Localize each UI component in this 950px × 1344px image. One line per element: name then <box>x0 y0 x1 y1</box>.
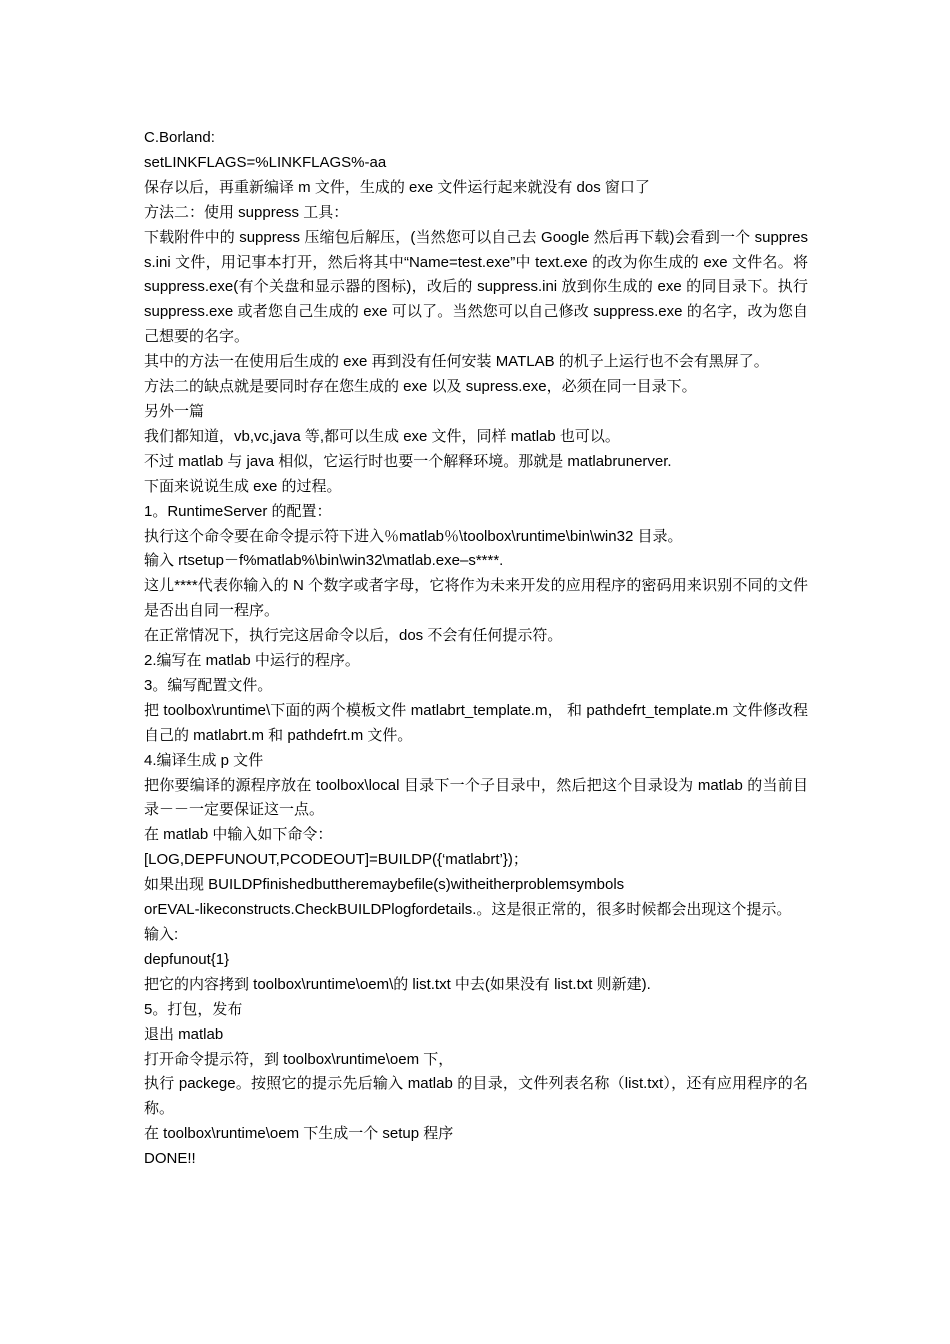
paragraph-done: DONE!! <box>144 1150 196 1168</box>
paragraph-compiler-label: C.Borland: <box>144 129 215 146</box>
paragraph-step-four-source-dir: 把你要编译的源程序放在 toolbox\local 目录下一个子目录中，然后把这个目录设为 matlab 的当前目录－－一定要保证这一点。 <box>144 776 808 819</box>
paragraph-intro: 我们都知道，vb,vc,java 等,都可以生成 exe 文件，同样 matlab 也可以。 <box>144 427 620 445</box>
paragraph-step-five-packege: 执行 packege。按照它的提示先后输入 matlab 的目录，文件列表名称（list.txt），还有应用程序的名称。 <box>144 1075 808 1118</box>
paragraph-method-one-note: 其中的方法一在使用后生成的 exe 再到没有任何安装 MATLAB 的机子上运行也不会有黑屏了。 <box>144 353 769 371</box>
paragraph-step-five-open-prompt: 打开命令提示符，到 toolbox\runtime\oem 下， <box>144 1050 454 1068</box>
paragraph-step-four-depfunout: depfunout{1} <box>144 950 230 968</box>
paragraph-step-one-directory: 执行这个命令要在命令提示符下进入％matlab％\toolbox\runtime\bin\win32 目录。 <box>144 527 683 545</box>
paragraph-step-one-result: 在正常情况下，执行完这居命令以后，dos 不会有任何提示符。 <box>144 627 563 645</box>
paragraph-method-two-heading: 方法二：使用 suppress 工具： <box>144 203 349 221</box>
paragraph-method-two-drawback: 方法二的缺点就是要同时存在您生成的 exe 以及 supress.exe，必须在同一目录下。 <box>144 378 697 396</box>
paragraph-linkflags: setLINKFLAGS=%LINKFLAGS%-aa <box>144 153 387 171</box>
paragraph-step-five-exit: 退出 matlab <box>144 1025 224 1043</box>
paragraph-recompile-note: 保存以后，再重新编译 m 文件，生成的 exe 文件运行起来就没有 dos 窗口了 <box>144 178 650 196</box>
paragraph-step-four-heading: 4.编译生成 p 文件 <box>144 751 264 769</box>
paragraph-runtime-env: 不过 matlab 与 java 相似，它运行时也要一个解释环境。那就是 matlabrunerver. <box>144 452 672 470</box>
paragraph-step-five-setup: 在 toolbox\runtime\oem 下生成一个 setup 程序 <box>144 1125 454 1143</box>
document-body <box>144 126 808 1172</box>
paragraph-step-four-warning: 如果出现 BUILDPfinishedbuttheremaybefile(s)witheitherproblemsymbols <box>144 876 625 894</box>
paragraph-step-three-heading: 3。编写配置文件。 <box>144 676 273 694</box>
paragraph-step-one-heading: 1。RuntimeServer 的配置： <box>144 502 332 520</box>
paragraph-step-four-input-label: 输入: <box>144 926 179 943</box>
paragraph-suppress-instructions: 下载附件中的 suppress 压缩包后解压，(当然您可以自己去 Google 然后再下载)会看到一个 suppress.ini 文件，用记事本打开，然后将其中“Name=test.exe”中 text.exe 的改为你生成的 exe 文件名。将 suppress.exe(有个关盘和显示器的图标)，改后的 suppress.ini 放到你生成的 exe 的同目录下。执行 suppress.exe 或者您自己生成的 exe 可以了。当然您可以自己修改 suppress.exe 的名字，改为您自己想要的名字。 <box>144 228 808 346</box>
paragraph-step-three-templates: 把 toolbox\runtime\下面的两个模板文件 matlabrt_template.m， 和 pathdefrt_template.m 文件修改程自己的 matlabrt.m 和 pathdefrt.m 文件。 <box>144 701 808 744</box>
paragraph-another-article: 另外一篇 <box>144 402 205 420</box>
paragraph-step-two-heading: 2.编写在 matlab 中运行的程序。 <box>144 652 360 670</box>
paragraph-step-one-password: 这儿****代表你输入的 N 个数字或者字母，它将作为未来开发的应用程序的密码用来识别不同的文件是否出自同一程序。 <box>144 577 808 620</box>
paragraph-step-four-warning-cont: orEVAL-likeconstructs.CheckBUILDPlogfordetails.。这是很正常的，很多时候都会出现这个提示。 <box>144 901 792 919</box>
paragraph-step-four-command: [LOG,DEPFUNOUT,PCODEOUT]=BUILDP({‘matlabrt’})； <box>144 851 528 869</box>
paragraph-process-intro: 下面来说说生成 exe 的过程。 <box>144 477 342 495</box>
paragraph-step-five-heading: 5。打包，发布 <box>144 1000 243 1018</box>
paragraph-step-four-command-intro: 在 matlab 中输入如下命令： <box>144 826 333 844</box>
paragraph-step-four-copy-list: 把它的内容拷到 toolbox\runtime\oem\的 list.txt 中去(如果没有 list.txt 则新建). <box>144 975 651 993</box>
paragraph-step-one-command: 输入 rtsetup－f%matlab%\bin\win32\matlab.exe–s****. <box>144 552 504 570</box>
